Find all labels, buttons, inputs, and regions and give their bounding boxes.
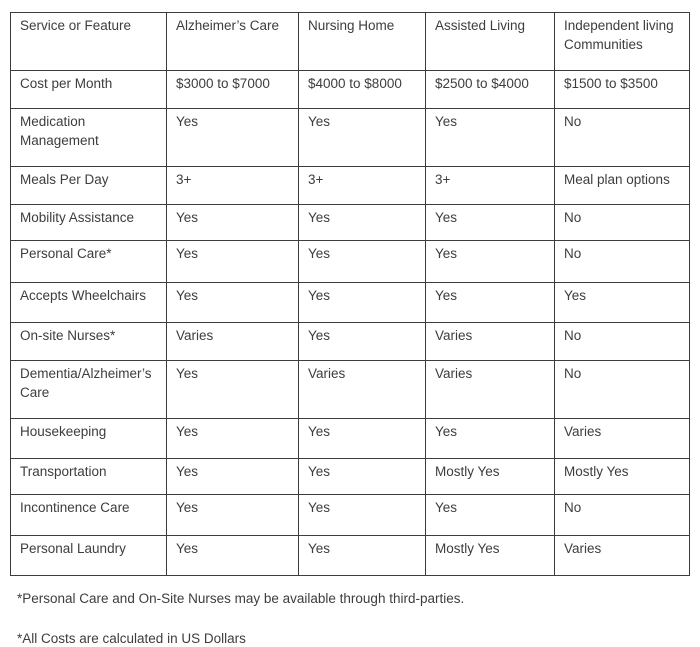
- column-header-independent-living-communities: Independent living Communities: [555, 13, 690, 71]
- table-row-personal-care: [11, 241, 690, 283]
- value-cell: Yes: [167, 419, 299, 459]
- table-row-meals-per-day: [11, 167, 690, 205]
- feature-cell: On-site Nurses*: [11, 323, 167, 361]
- value-cell: $4000 to $8000: [299, 71, 426, 109]
- column-header-service-or-feature: Service or Feature: [11, 13, 167, 71]
- column-header-alzheimer-s-care: Alzheimer’s Care: [167, 13, 299, 71]
- feature-cell: Medication Management: [11, 109, 167, 167]
- feature-cell: Accepts Wheelchairs: [11, 283, 167, 323]
- feature-cell: Incontinence Care: [11, 495, 167, 536]
- value-cell: Yes: [167, 459, 299, 495]
- feature-cell: Housekeeping: [11, 419, 167, 459]
- value-cell: Yes: [426, 241, 555, 283]
- table-row-transportation: [11, 459, 690, 495]
- feature-cell: Meals Per Day: [11, 167, 167, 205]
- value-cell: Yes: [167, 361, 299, 419]
- value-cell: No: [555, 205, 690, 241]
- value-cell: Yes: [299, 419, 426, 459]
- value-cell: Yes: [426, 283, 555, 323]
- table-header: [11, 13, 690, 71]
- table-row-housekeeping: [11, 419, 690, 459]
- value-cell: $1500 to $3500: [555, 71, 690, 109]
- value-cell: 3+: [167, 167, 299, 205]
- value-cell: Yes: [299, 459, 426, 495]
- table-row-accepts-wheelchairs: [11, 283, 690, 323]
- value-cell: Yes: [167, 241, 299, 283]
- value-cell: Yes: [167, 495, 299, 536]
- value-cell: Varies: [299, 361, 426, 419]
- table-row-on-site-nurses: [11, 323, 690, 361]
- value-cell: Yes: [167, 536, 299, 576]
- value-cell: Yes: [167, 283, 299, 323]
- table-row-personal-laundry: [11, 536, 690, 576]
- table-row-mobility-assistance: [11, 205, 690, 241]
- value-cell: Yes: [167, 109, 299, 167]
- feature-cell: Transportation: [11, 459, 167, 495]
- value-cell: $2500 to $4000: [426, 71, 555, 109]
- value-cell: Varies: [426, 361, 555, 419]
- value-cell: Yes: [426, 109, 555, 167]
- value-cell: 3+: [426, 167, 555, 205]
- value-cell: Varies: [426, 323, 555, 361]
- value-cell: Yes: [299, 109, 426, 167]
- value-cell: Mostly Yes: [426, 459, 555, 495]
- feature-cell: Dementia/Alzheimer’s Care: [11, 361, 167, 419]
- value-cell: Yes: [555, 283, 690, 323]
- value-cell: No: [555, 109, 690, 167]
- value-cell: Yes: [299, 205, 426, 241]
- value-cell: Yes: [426, 419, 555, 459]
- value-cell: Mostly Yes: [426, 536, 555, 576]
- value-cell: Meal plan options: [555, 167, 690, 205]
- value-cell: Yes: [299, 495, 426, 536]
- value-cell: 3+: [299, 167, 426, 205]
- table-row-medication-management: [11, 109, 690, 167]
- value-cell: Varies: [167, 323, 299, 361]
- care-comparison-table: [10, 12, 690, 576]
- value-cell: Yes: [299, 536, 426, 576]
- footnote-third-parties: *Personal Care and On-Site Nurses may be available through third-parties.: [17, 591, 465, 606]
- value-cell: Yes: [299, 241, 426, 283]
- feature-cell: Cost per Month: [11, 71, 167, 109]
- table-body: [11, 71, 690, 576]
- value-cell: Yes: [299, 283, 426, 323]
- value-cell: Varies: [555, 419, 690, 459]
- value-cell: Yes: [299, 323, 426, 361]
- feature-cell: Personal Care*: [11, 241, 167, 283]
- value-cell: Mostly Yes: [555, 459, 690, 495]
- value-cell: No: [555, 361, 690, 419]
- value-cell: $3000 to $7000: [167, 71, 299, 109]
- feature-cell: Mobility Assistance: [11, 205, 167, 241]
- value-cell: Yes: [167, 205, 299, 241]
- value-cell: No: [555, 495, 690, 536]
- value-cell: No: [555, 323, 690, 361]
- value-cell: No: [555, 241, 690, 283]
- value-cell: Yes: [426, 495, 555, 536]
- feature-cell: Personal Laundry: [11, 536, 167, 576]
- table-header-row: [11, 13, 690, 71]
- value-cell: Yes: [426, 205, 555, 241]
- column-header-assisted-living: Assisted Living: [426, 13, 555, 71]
- table-row-cost-per-month: [11, 71, 690, 109]
- column-header-nursing-home: Nursing Home: [299, 13, 426, 71]
- footnote-us-dollars: *All Costs are calculated in US Dollars: [17, 630, 246, 646]
- value-cell: Varies: [555, 536, 690, 576]
- table-row-dementia-alzheimer-s-care: [11, 361, 690, 419]
- table-row-incontinence-care: [11, 495, 690, 536]
